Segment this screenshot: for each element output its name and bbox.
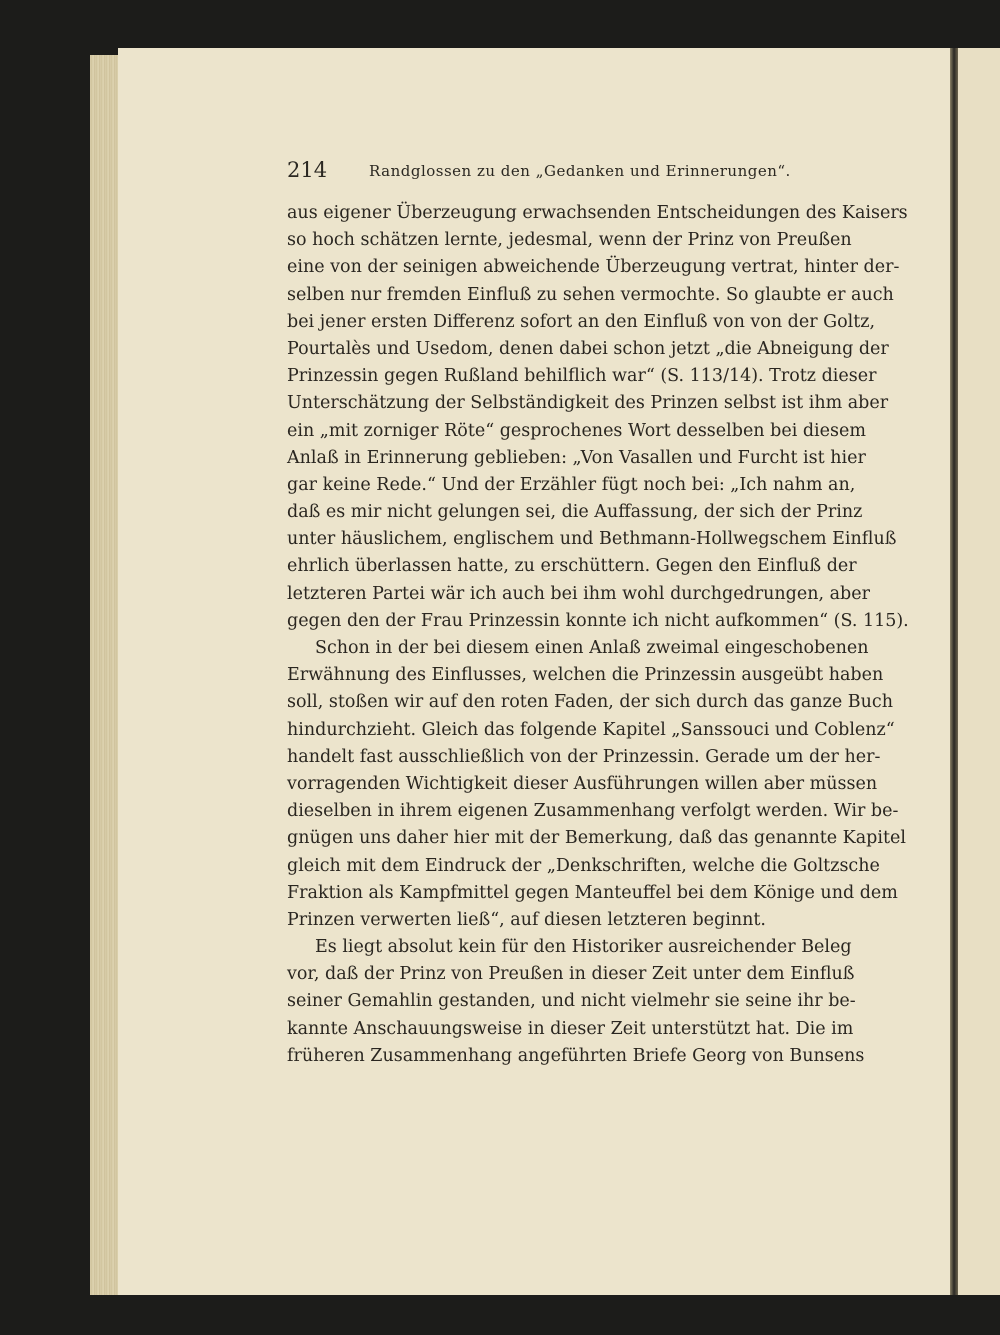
text-line: daß es mir nicht gelungen sei, die Auffassung, der sich der Prinz (287, 502, 863, 523)
text-line: Es liegt absolut kein für den Historiker ausreichender Beleg (315, 937, 852, 958)
body-text (287, 200, 909, 1070)
text-line: dieselben in ihrem eigenen Zusammenhang verfolgt werden. Wir be- (287, 801, 899, 822)
text-line: ehrlich überlassen hatte, zu erschüttern. Gegen den Einfluß der (287, 556, 857, 577)
text-line: Prinzen verwerten ließ“, auf diesen letzteren beginnt. (287, 909, 766, 930)
text-line: gleich mit dem Eindruck der „Denkschriften, welche die Goltzsche (287, 855, 880, 876)
text-line: Pourtalès und Usedom, denen dabei schon jetzt „die Abneigung der (287, 338, 889, 359)
text-line: gar keine Rede.“ Und der Erzähler fügt noch bei: „Ich nahm an, (287, 474, 856, 495)
text-line: letzteren Partei wär ich auch bei ihm wohl durchgedrungen, aber (287, 583, 870, 604)
facing-page-edge (958, 48, 1000, 1295)
text-line: vorragenden Wichtigkeit dieser Ausführungen willen aber müssen (287, 773, 878, 794)
text-line: so hoch schätzen lernte, jedesmal, wenn der Prinz von Preußen (287, 230, 852, 251)
text-line: aus eigener Überzeugung erwachsenden Entscheidungen des Kaisers (287, 203, 908, 223)
text-line: selben nur fremden Einfluß zu sehen vermochte. So glaubte er auch (287, 284, 894, 305)
text-line: unter häuslichem, englischem und Bethmann-Hollwegschem Einfluß (287, 529, 897, 550)
text-line: gegen den der Frau Prinzessin konnte ich nicht aufkommen“ (S. 115). (287, 610, 909, 631)
text-line: vor, daß der Prinz von Preußen in dieser Zeit unter dem Einfluß (287, 964, 855, 985)
text-line: Schon in der bei diesem einen Anlaß zweimal eingeschobenen (315, 638, 869, 658)
text-line: seiner Gemahlin gestanden, und nicht vielmehr sie seine ihr be- (287, 991, 856, 1012)
text-line: gnügen uns daher hier mit der Bemerkung, daß das genannte Kapitel (287, 828, 906, 849)
page-number: 214 (287, 158, 328, 182)
text-line: Fraktion als Kampfmittel gegen Manteuffel bei dem Könige und dem (287, 882, 898, 903)
text-line: Anlaß in Erinnerung geblieben: „Von Vasallen und Furcht ist hier (287, 447, 866, 468)
text-line: handelt fast ausschließlich von der Prinzessin. Gerade um der her- (287, 746, 881, 767)
running-title: Randglossen zu den „Gedanken und Erinnerungen“. (369, 162, 791, 180)
book-gutter (950, 48, 958, 1295)
text-line: Prinzessin gegen Rußland behilflich war“ (S. 113/14). Trotz dieser (287, 366, 877, 387)
text-line: soll, stoßen wir auf den roten Faden, der sich durch das ganze Buch (287, 692, 893, 713)
text-line: früheren Zusammenhang angeführten Briefe Georg von Bunsens (287, 1045, 865, 1066)
text-line: bei jener ersten Differenz sofort an den Einfluß von von der Goltz, (287, 311, 876, 332)
text-line: eine von der seinigen abweichende Überzeugung vertrat, hinter der- (287, 257, 900, 278)
text-line: kannte Anschauungsweise in dieser Zeit unterstützt hat. Die im (287, 1018, 854, 1039)
text-line: hindurchzieht. Gleich das folgende Kapitel „Sanssouci und Coblenz“ (287, 719, 895, 740)
text-line: Unterschätzung der Selbständigkeit des Prinzen selbst ist ihm aber (287, 393, 889, 414)
text-line: ein „mit zorniger Röte“ gesprochenes Wort desselben bei diesem (287, 420, 866, 441)
text-line: Erwähnung des Einflusses, welchen die Prinzessin ausgeübt haben (287, 665, 884, 686)
